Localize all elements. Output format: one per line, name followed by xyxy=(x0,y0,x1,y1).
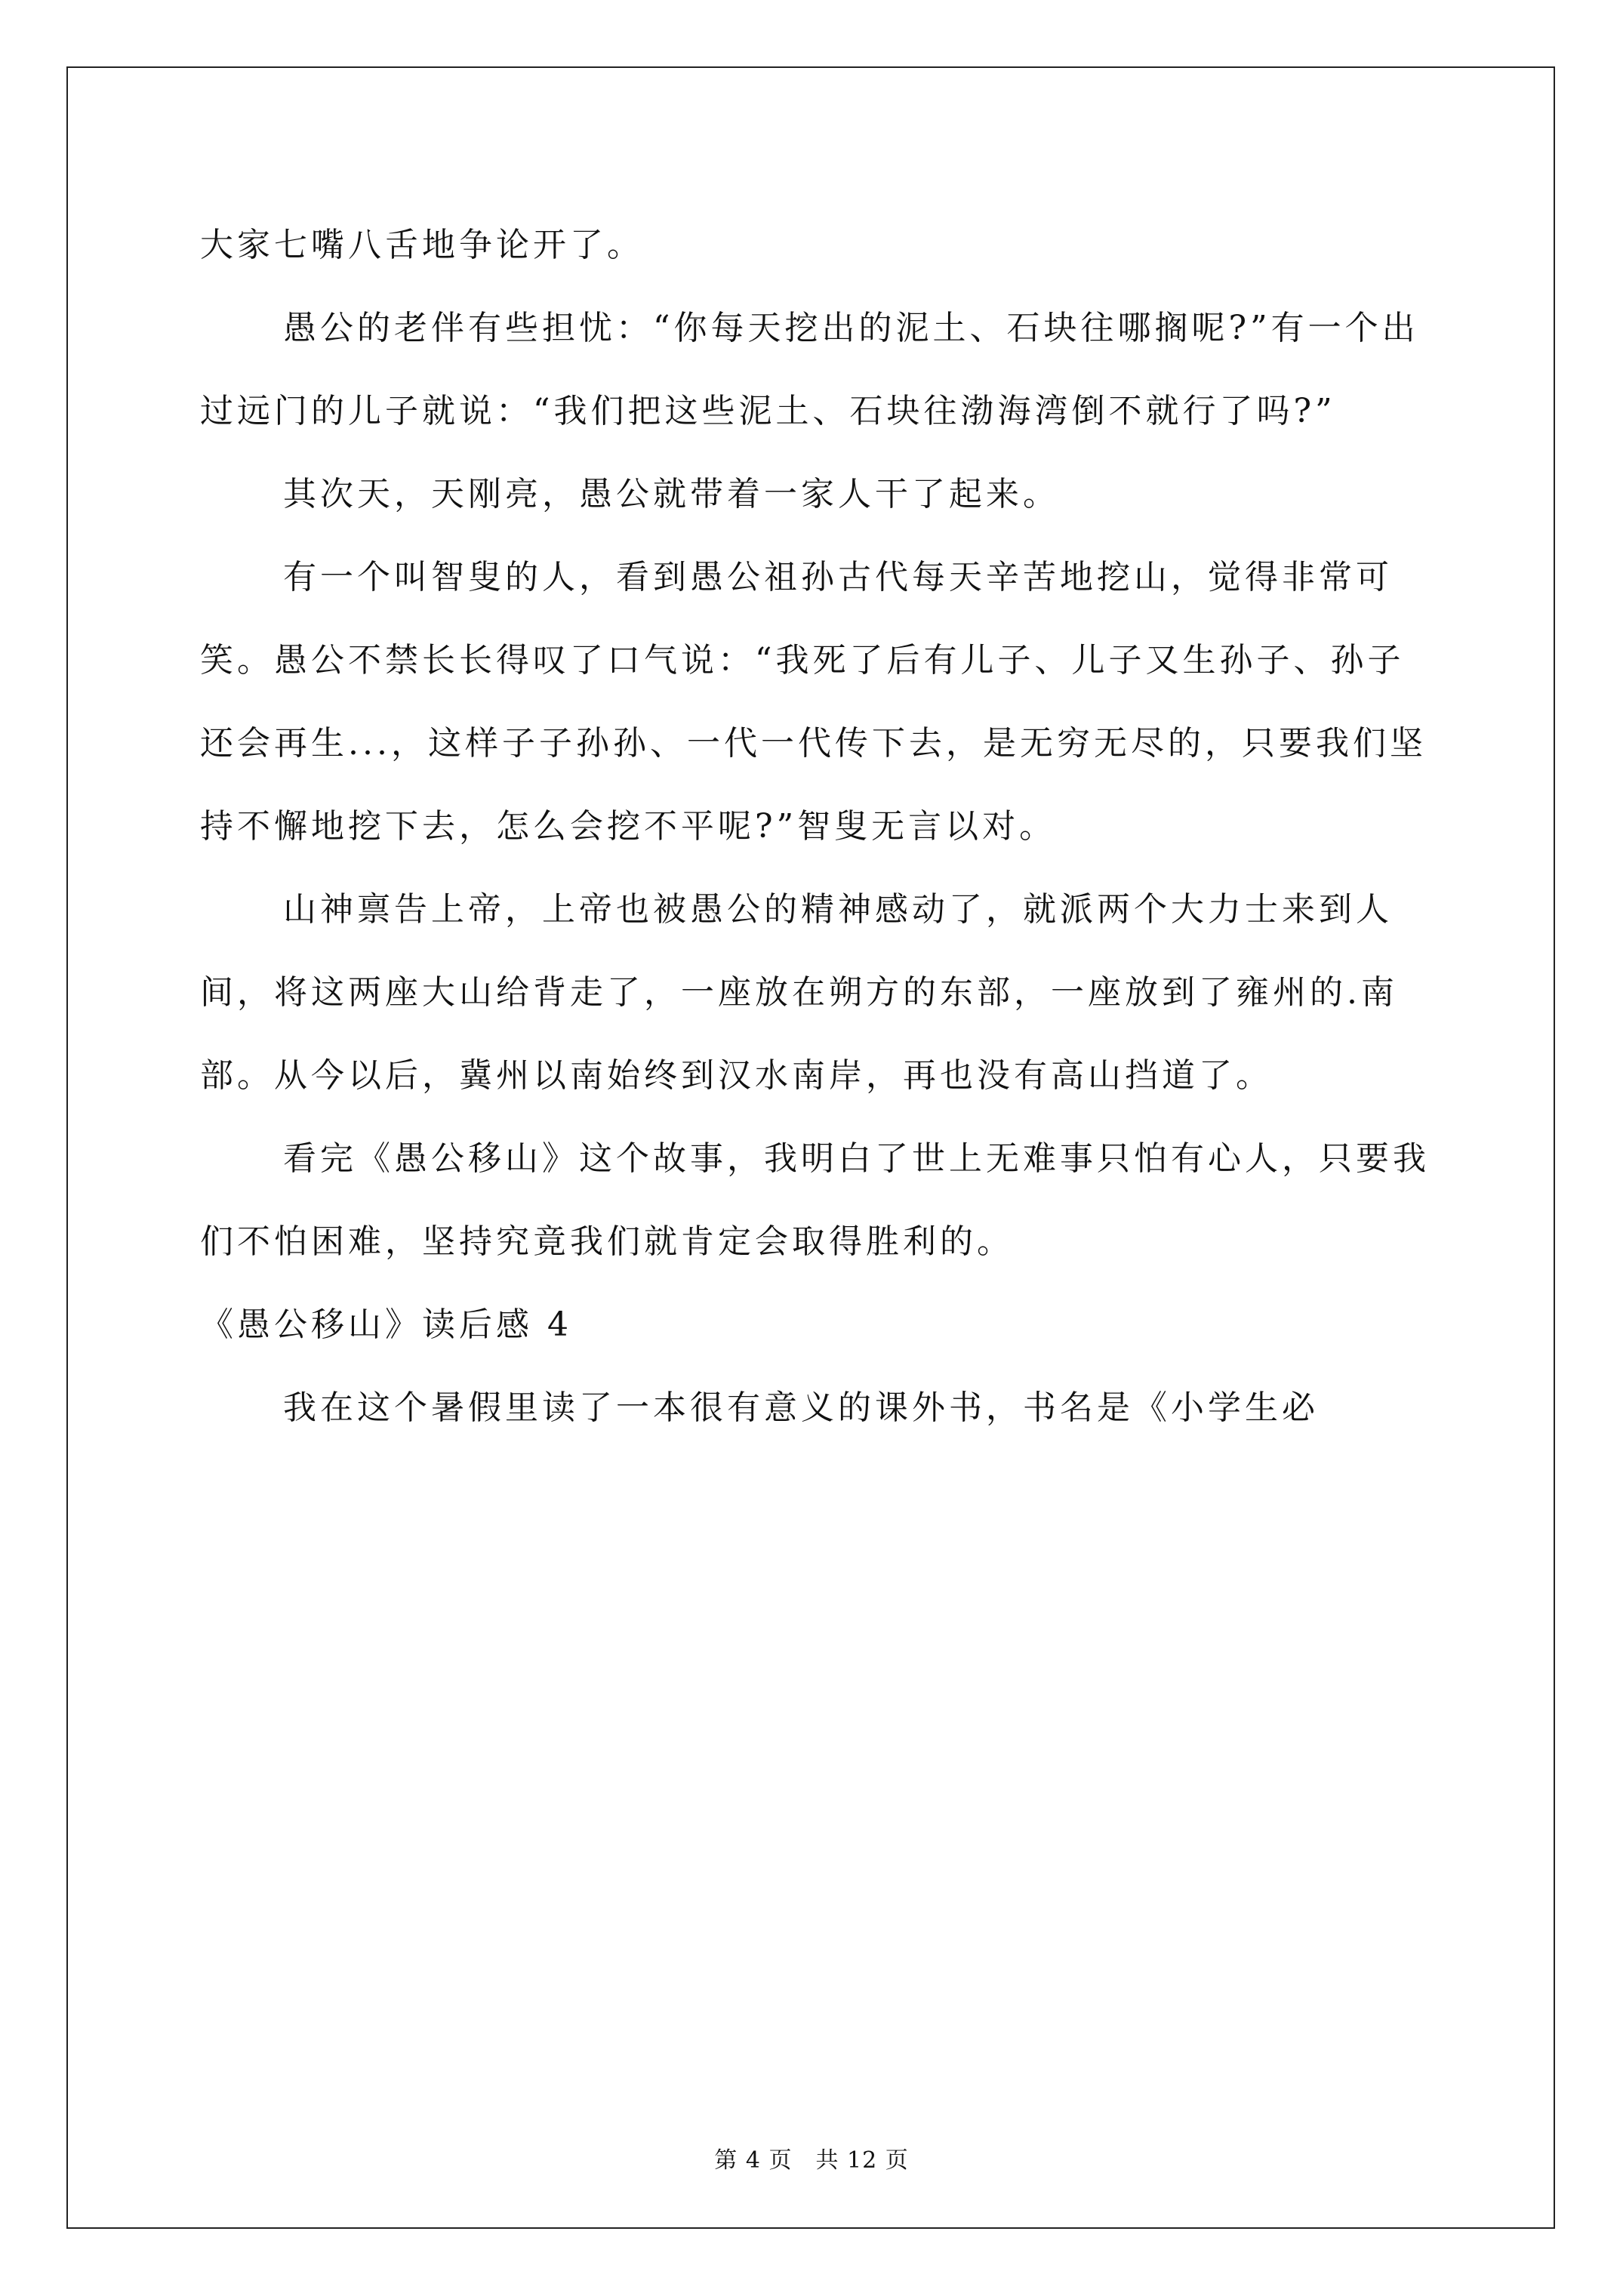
paragraph: 大家七嘴八舌地争论开了。 xyxy=(200,226,644,264)
paragraph: 其次天，天刚亮，愚公就带着一家人干了起来。 xyxy=(283,475,1060,513)
paragraph: 我在这个暑假里读了一本很有意义的课外书，书名是《小学生必 xyxy=(283,1388,1319,1427)
paragraph: 愚公的老伴有些担忧：“你每天挖出的泥土、石块往哪搁呢?”有一个出过远门的儿子就说：“我们把这些泥土、石块往渤海湾倒不就行了吗?” xyxy=(200,309,1419,430)
paragraph: 有一个叫智叟的人，看到愚公祖孙古代每天辛苦地挖山，觉得非常可笑。愚公不禁长长得叹了口气说：“我死了后有儿子、儿子又生孙子、孙子还会再生...，这样子子孙孙、一代一代传下去，是无穷无尽的，只要我们坚持不懈地挖下去，怎么会挖不平呢?”智叟无言以对。 xyxy=(200,558,1427,846)
page-number-footer: 第 4 页 共 12 页 xyxy=(714,2147,909,2174)
paragraph: 看完《愚公移山》这个故事，我明白了世上无难事只怕有心人，只要我们不怕困难，坚持究竟我们就肯定会取得胜利的。 xyxy=(200,1139,1430,1261)
paragraph: 山神禀告上帝，上帝也被愚公的精神感动了，就派两个大力士来到人间，将这两座大山给背走了，一座放在朔方的东部，一座放到了雍州的.南部。从今以后，冀州以南始终到汉水南岸，再也没有高山挡道了。 xyxy=(200,890,1398,1095)
section-heading: 《愚公移山》读后感 4 xyxy=(200,1305,572,1344)
document-body xyxy=(200,204,1438,1450)
